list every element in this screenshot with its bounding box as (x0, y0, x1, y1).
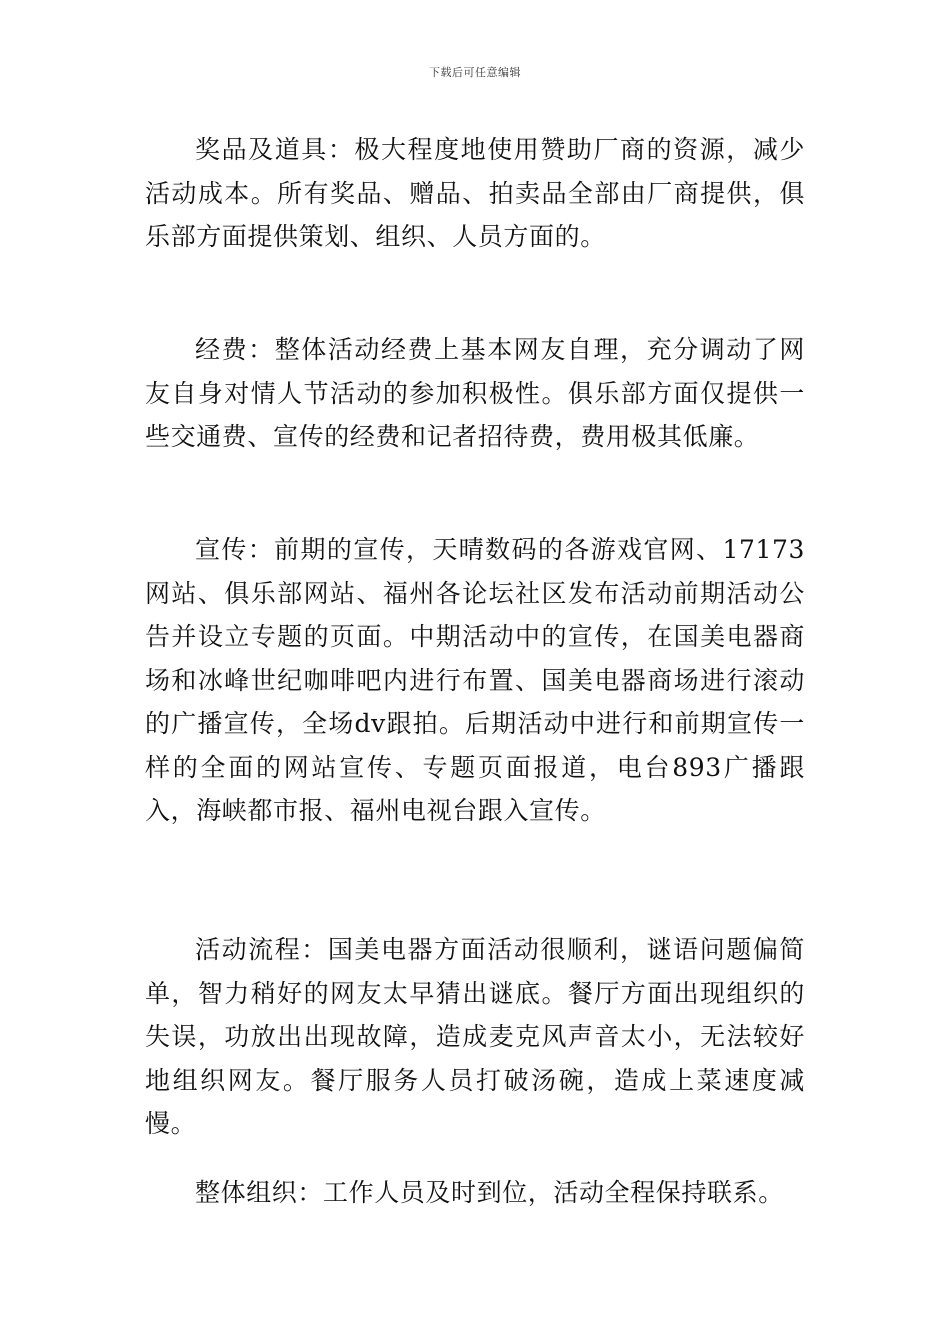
paragraph-funding: 经费：整体活动经费上基本网友自理，充分调动了网友自身对情人节活动的参加积极性。俱乐部方面仅提供一些交通费、宣传的经费和记者招待费，费用极其低廉。 (145, 335, 805, 451)
paragraph-organization: 整体组织：工作人员及时到位，活动全程保持联系。 (195, 1178, 784, 1207)
page-header: 下载后可任意编辑 (429, 66, 521, 79)
paragraph-process: 活动流程：国美电器方面活动很顺利，谜语问题偏简单，智力稍好的网友太早猜出谜底。餐厅方面出现组织的失误，功放出出现故障，造成麦克风声音太小，无法较好地组织网友。餐厅服务人员打破汤碗，造成上菜速度减慢。 (145, 935, 805, 1138)
paragraph-publicity: 宣传：前期的宣传，天晴数码的各游戏官网、17173网站、俱乐部网站、福州各论坛社区发布活动前期活动公告并设立专题的页面。中期活动中的宣传，在国美电器商场和冰峰世纪咖啡吧内进行布置、国美电器商场进行滚动的广播宣传，全场dv跟拍。后期活动中进行和前期宣传一样的全面的网站宣传、专题页面报道，电台893广播跟入，海峡都市报、福州电视台跟入宣传。 (145, 535, 805, 825)
paragraph-prizes: 奖品及道具：极大程度地使用赞助厂商的资源，减少活动成本。所有奖品、赠品、拍卖品全部由厂商提供，俱乐部方面提供策划、组织、人员方面的。 (145, 135, 805, 251)
